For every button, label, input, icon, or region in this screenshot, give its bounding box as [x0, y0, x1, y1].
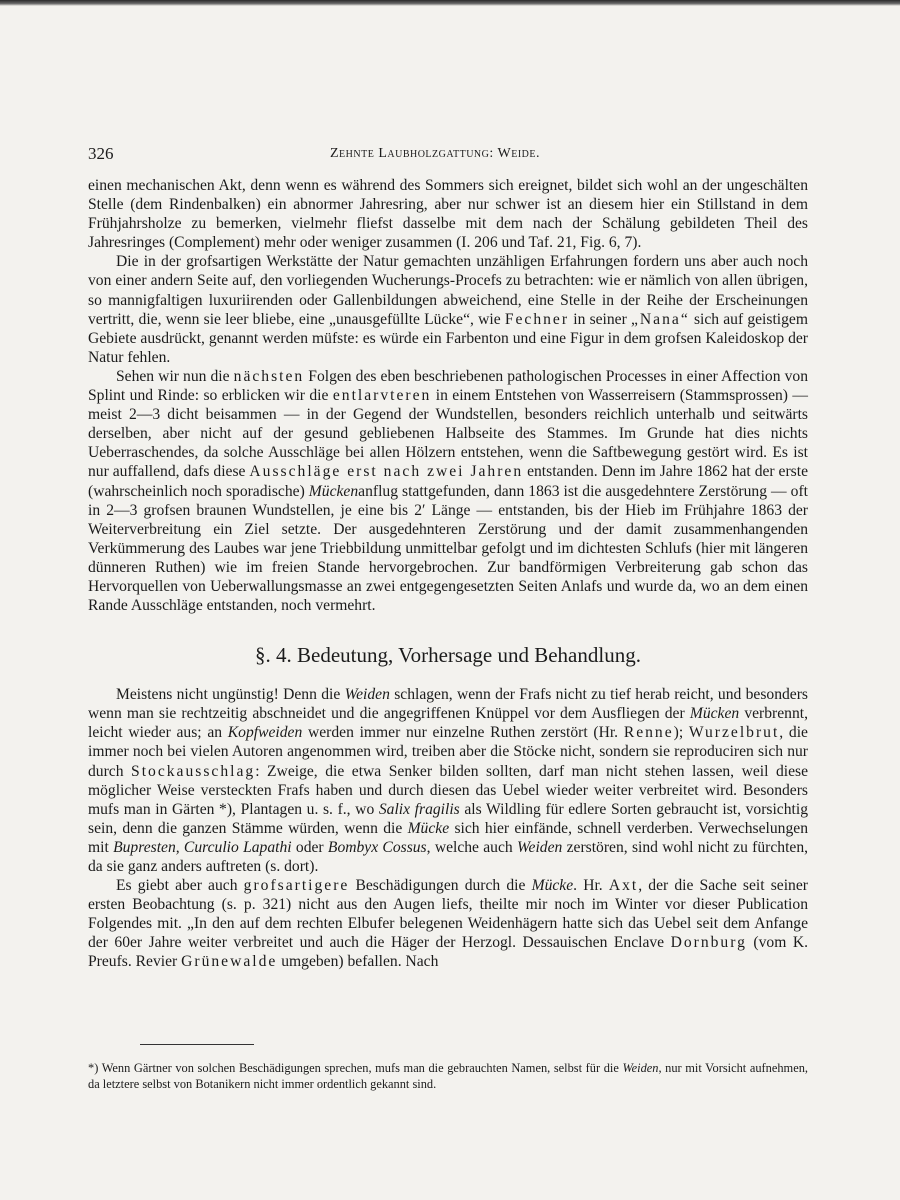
scan-top-edge: [0, 0, 900, 6]
paragraph-4: Meistens nicht ungünstig! Denn die Weiden schlagen, wenn der Frafs nicht zu tief herab reicht, und besonders wenn man sie rechtzeitig abschneidet und die angegriffenen Knüppel vor dem Ausfliegen der Mücken verbrennt, leicht wieder aus; an Kopfweiden werden immer nur einzelne Ruthen zerstört (Hr. Renne); Wurzelbrut, die immer noch bei vielen Autoren angenommen wird, treiben aber die Stöcke nicht, sondern sie reproduciren sich nur durch Stockausschlag: Zweige, die etwa Senker bilden sollten, darf man nicht stehen lassen, weil diese möglicher Weise versteckten Frafs haben und durch diesen das Uebel wieder weiter verbreitet wird. Besonders mufs man in Gärten *), Plantagen u. s. f., wo Salix fragilis als Wildling für edlere Sorten gebraucht ist, vorsichtig sein, denn die ganzen Stämme würden, wenn die Mücke sich hier einfände, schnell verderben. Verwechselungen mit Bupresten, Curculio Lapathi oder Bombyx Cossus, welche auch Weiden zerstören, sind wohl nicht zu fürchten, da sie ganz anders auftreten (s. dort).: [88, 686, 809, 875]
paragraph-5: Es giebt aber auch grofsartigere Beschädigungen durch die Mücke. Hr. Axt, der die Sache seit seiner ersten Beobachtung (s. p. 321) nicht aus den Augen liefs, theilte mir noch im Winter vor dieser Publication Folgendes mit. „In den auf dem rechten Elbufer belegenen Weidenhägern hatte sich das Uebel seit dem Anfange der 60er Jahre weiter verbreitet und auch die Häger der Herzogl. Dessauischen Enclave Dornburg (vom K. Preufs. Revier Grünewalde umgeben) befallen. Nach: [88, 877, 808, 971]
footnote: *) Wenn Gärtner von solchen Beschädigungen sprechen, mufs man die gebrauchten Namen, selbst für die Weiden, nur mit Vorsicht aufnehmen, da letztere selbst von Botanikern nicht immer ordentlich gekannt sind.: [88, 1061, 808, 1091]
title-nana: „Nana“: [631, 310, 690, 328]
name-fechner: Fechner: [504, 310, 570, 328]
paragraph-2: Die in der grofsartigen Werkstätte der Natur gemachten unzähligen Erfahrungen fordern uns aber auch noch von einer andern Seite auf, den vorliegenden Wucherungs-Procefs zu betrachten: wie er nämlich von allen übrigen, so mannigfaltigen luxuriirenden oder Gallenbildungen abweichend, eine Stelle in der Reihe der Erscheinungen vertritt, die, wenn sie leer bliebe, eine „unausgefüllte Lücke“, wie Fechner in seiner „Nana“ sich auf geistigem Gebiete ausdrückt, genannt werden müfste: es würde ein Farbenton und eine Figur in dem grofsen Kaleidoskop der Natur fehlen.: [88, 253, 808, 366]
footnote-rule: [140, 1044, 254, 1045]
section-heading: §. 4. Bedeutung, Vorhersage und Behandlung.: [255, 643, 641, 668]
body-text: [88, 176, 808, 972]
running-title: Zehnte Laubholzgattung: Weide.: [330, 146, 540, 161]
paragraph-3: Sehen wir nun die nächsten Folgen des eben beschriebenen pathologischen Processes in einer Affection von Splint und Rinde: so erblicken wir die entlarvteren in einem Entstehen von Wasserreisern (Stammsprossen) — meist 2—3 dicht beisammen — in der Gegend der Wundstellen, besonders reichlich unterhalb und seitwärts derselben, aber nicht auf der gesund gebliebenen Halbseite des Stammes. Im Grunde hat dies nichts Ueberraschendes, da solche Ausschläge bei allen Hölzern entstehen, wenn die Saftbewegung gestört wird. Es ist nur auffallend, dafs diese Ausschläge erst nach zwei Jahren entstanden. Denn im Jahre 1862 hat der erste (wahrscheinlich noch sporadische) Mückenanflug stattgefunden, dann 1863 ist die ausgedehntere Zerstörung — oft in 2—3 grofsen braunen Wundstellen, je eine bis 2′ Länge — entstanden, bis der Hieb im Frühjahre 1863 der Weiterverbreitung ein Ziel setzte. Der ausgedehnteren Zerstörung und der damit zusammenhangenden Verkümmerung des Laubes war jene Triebbildung unmittelbar gefolgt und im dichtesten Schlufs (hier mit längeren dünneren Ruthen) wie im freien Stande hervorgebrochen. Zur bandförmigen Verbreiterung gab schon das Hervorquellen von Ueberwallungsmasse an zwei entgegengesetzten Seiten Anlafs und wurde da, wo an dem einen Rande Ausschläge entstanden, noch vermehrt.: [88, 367, 809, 615]
page-number: 326: [88, 144, 114, 163]
paragraph-1: einen mechanischen Akt, denn wenn es während des Sommers sich ereignet, bildet sich wohl an der ungeschälten Stelle (dem Rindenbalken) ein abnormer Jahresring, aber nur schwer ist an diesem hier ein Stillstand in dem Frühjahrsholze zu bemerken, vielmehr fliefst dasselbe mit dem nach der Schälung gebildeten Theil des Jahresringes (Complement) mehr oder weniger zusammen (I. 206 und Taf. 21, Fig. 6, 7).: [88, 177, 808, 252]
running-head: [88, 144, 810, 166]
